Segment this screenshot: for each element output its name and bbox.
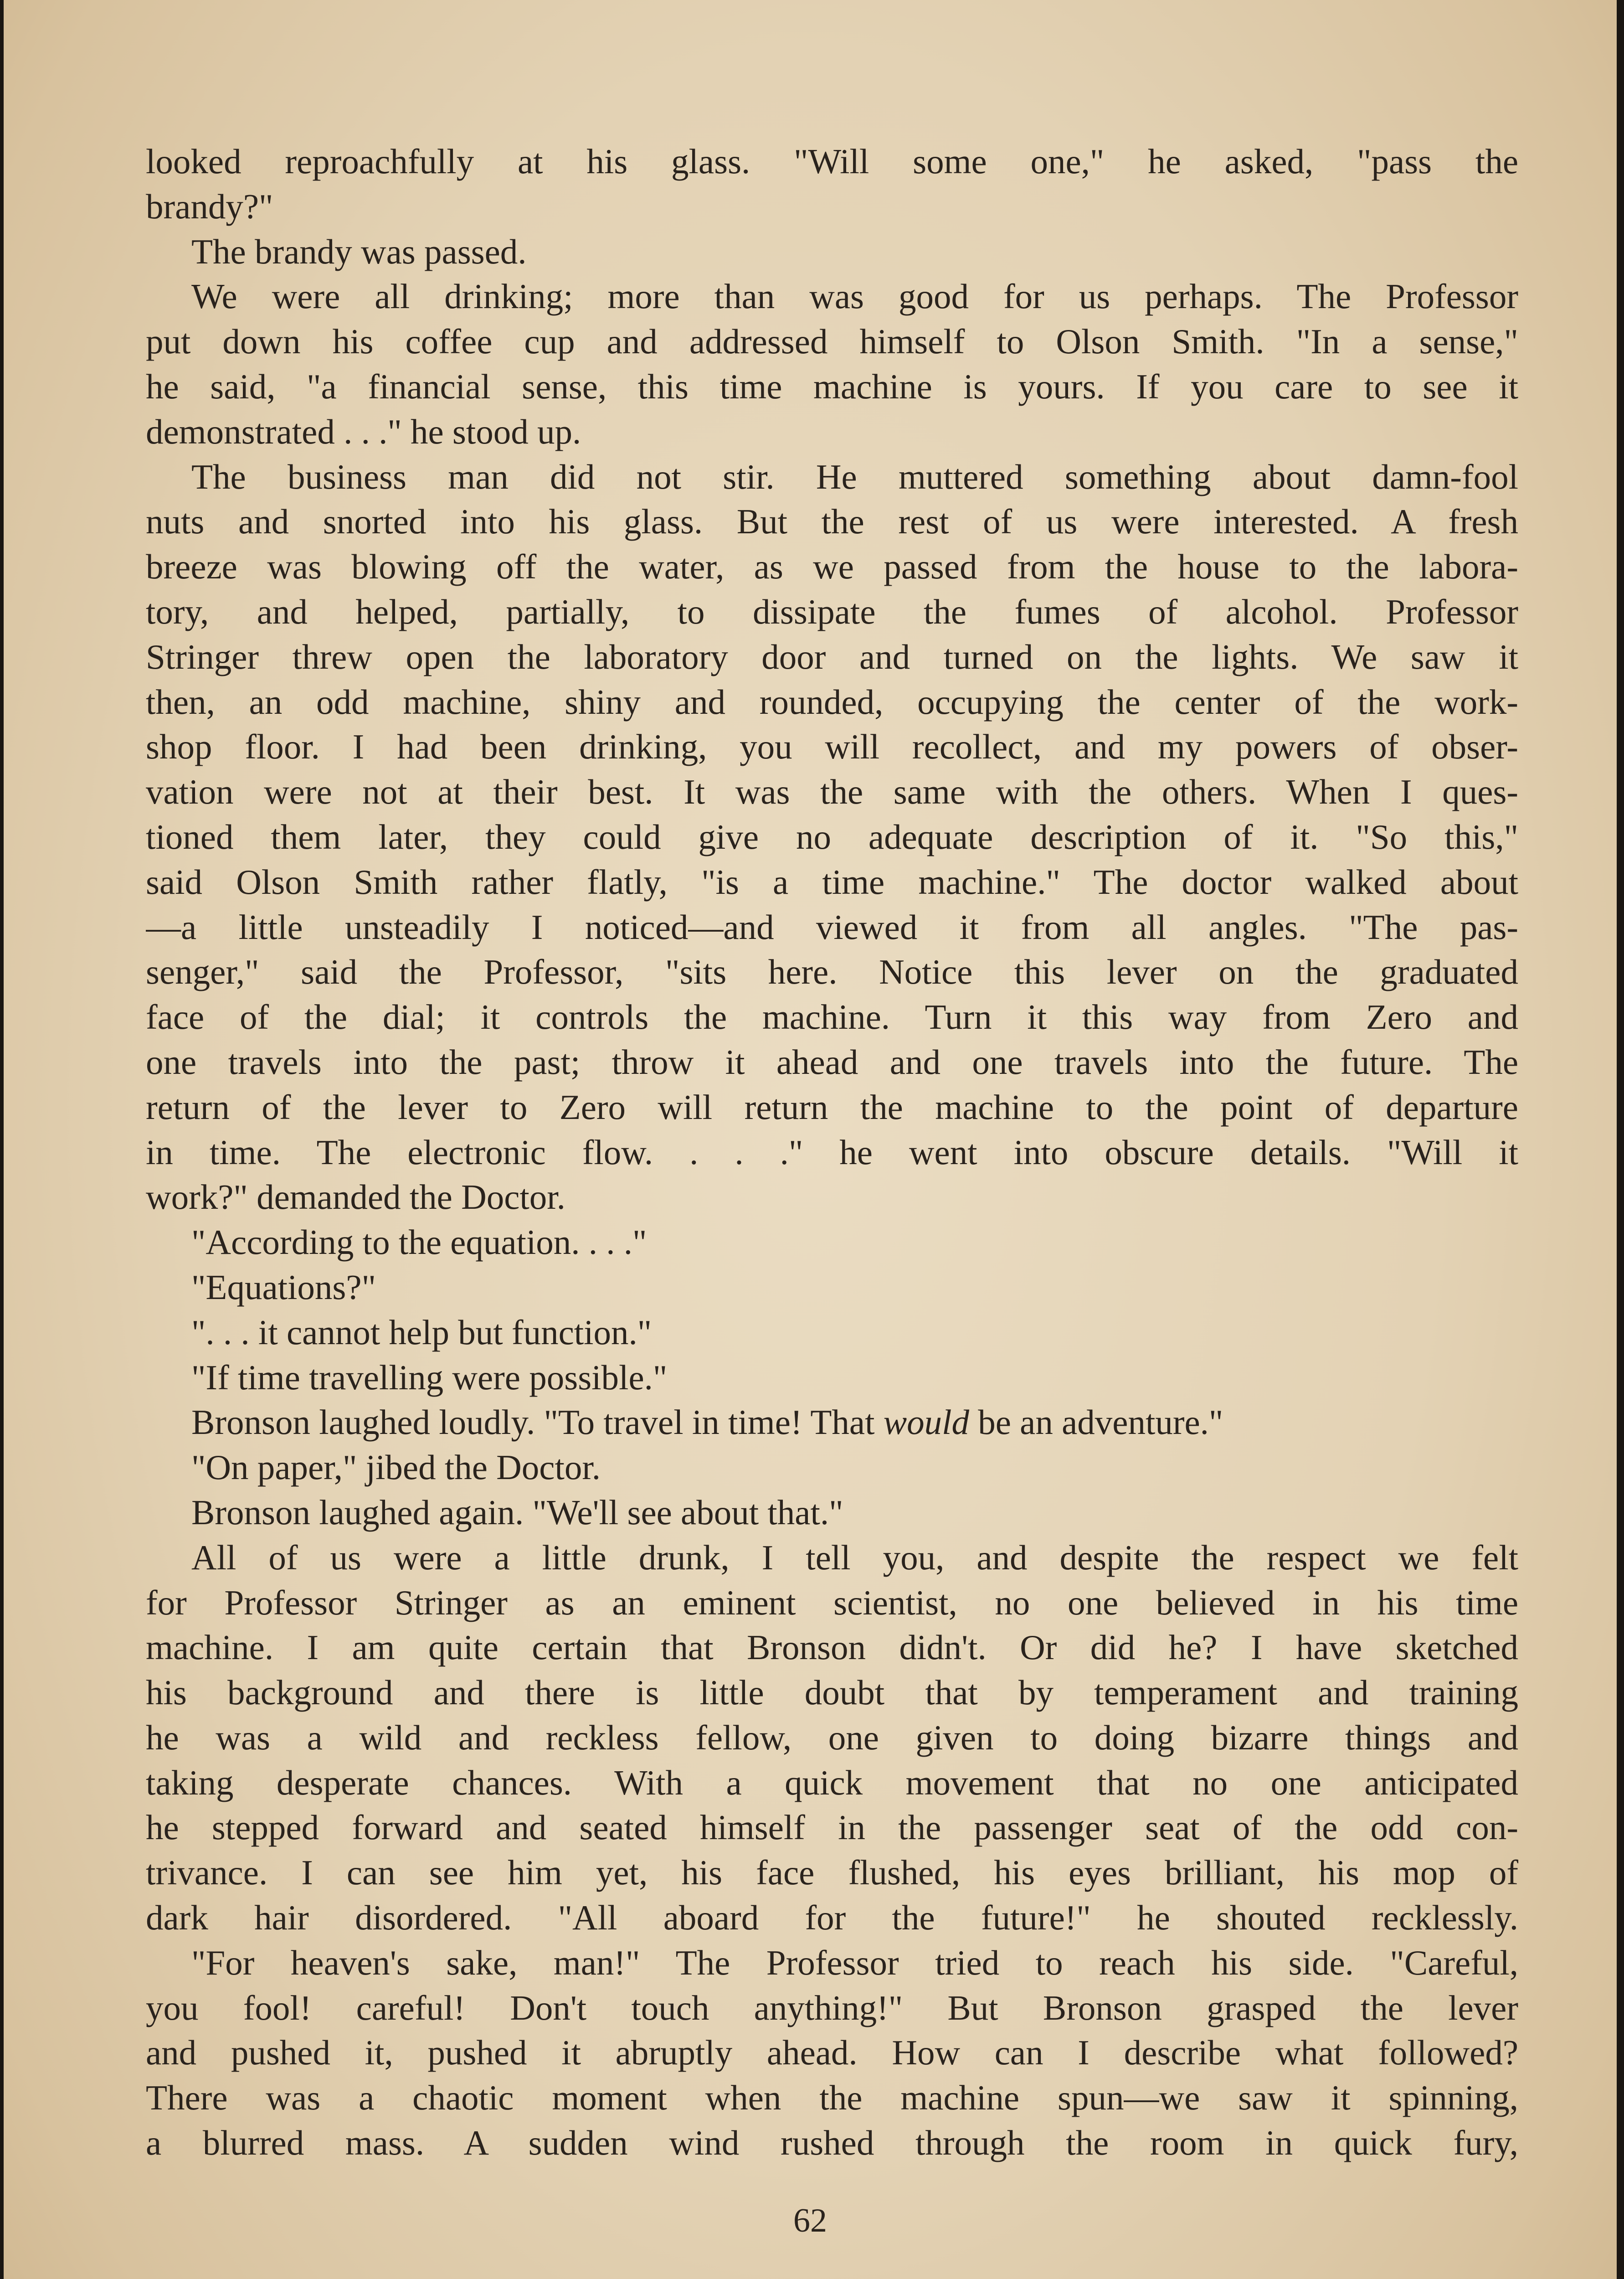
text-line: his background and there is little doubt that by temperament and training <box>146 1673 1518 1712</box>
book-page <box>4 0 1617 2279</box>
text-line: shop floor. I had been drinking, you will recollect, and my powers of obser- <box>146 727 1518 767</box>
text-line: The business man did not stir. He muttered something about damn-fool <box>191 457 1518 496</box>
text-line: We were all drinking; more than was good for us perhaps. The Professor <box>191 277 1518 316</box>
text-line: work?" demanded the Doctor. <box>146 1177 565 1217</box>
text-line: Bronson laughed again. "We'll see about that." <box>191 1492 843 1532</box>
text-line: then, an odd machine, shiny and rounded, occupying the center of the work- <box>146 682 1518 722</box>
text-line: taking desperate chances. With a quick movement that no one anticipated <box>146 1763 1518 1802</box>
text-line: demonstrated . . ." he stood up. <box>146 412 581 451</box>
text-line: ". . . it cannot help but function." <box>191 1312 652 1352</box>
text-line: —a little unsteadily I noticed—and viewed it from all angles. "The pas- <box>146 907 1518 947</box>
text-line: brandy?" <box>146 186 273 226</box>
text-line: one travels into the past; throw it ahead and one travels into the future. The <box>146 1042 1518 1082</box>
text-line: Stringer threw open the laboratory door and turned on the lights. We saw it <box>146 637 1518 676</box>
text-line: tory, and helped, partially, to dissipate the fumes of alcohol. Professor <box>146 592 1518 631</box>
text-line: There was a chaotic moment when the machine spun—we saw it spinning, <box>146 2078 1518 2118</box>
text-line: "On paper," jibed the Doctor. <box>191 1448 601 1487</box>
text-line: vation were not at their best. It was the same with the others. When I ques- <box>146 772 1518 812</box>
text-line: said Olson Smith rather flatly, "is a time machine." The doctor walked about <box>146 862 1518 902</box>
text-line: dark hair disordered. "All aboard for the future!" he shouted recklessly. <box>146 1898 1518 1938</box>
text-line: tioned them later, they could give no adequate description of it. "So this," <box>146 817 1518 856</box>
text-line: "According to the equation. . . ." <box>191 1222 647 1262</box>
body-text <box>146 139 1518 2166</box>
text-line: All of us were a little drunk, I tell you, and despite the respect we felt <box>191 1537 1518 1577</box>
text-line: nuts and snorted into his glass. But the rest of us were interested. A fresh <box>146 502 1518 541</box>
text-line: "If time travelling were possible." <box>191 1357 668 1397</box>
text-line: breeze was blowing off the water, as we passed from the house to the labora- <box>146 547 1518 587</box>
text-line: he stepped forward and seated himself in the passenger seat of the odd con- <box>146 1808 1518 1847</box>
text-line: in time. The electronic flow. . . ." he went into obscure details. "Will it <box>146 1132 1518 1172</box>
text-line: Bronson laughed loudly. "To travel in time! That would be an adventure." <box>191 1402 1223 1442</box>
text-line: put down his coffee cup and addressed himself to Olson Smith. "In a sense," <box>146 322 1518 361</box>
text-line: trivance. I can see him yet, his face flushed, his eyes brilliant, his mop of <box>146 1853 1518 1892</box>
text-line: a blurred mass. A sudden wind rushed through the room in quick fury, <box>146 2123 1518 2163</box>
text-line: The brandy was passed. <box>191 232 527 271</box>
text-line: for Professor Stringer as an eminent scientist, no one believed in his time <box>146 1583 1518 1622</box>
text-line: he was a wild and reckless fellow, one given to doing bizarre things and <box>146 1717 1518 1757</box>
page-number: 62 <box>793 2202 827 2239</box>
text-line: face of the dial; it controls the machine. Turn it this way from Zero and <box>146 997 1518 1037</box>
text-line: "Equations?" <box>191 1267 376 1307</box>
text-line: and pushed it, pushed it abruptly ahead. How can I describe what followed? <box>146 2033 1518 2073</box>
text-line: return of the lever to Zero will return the machine to the point of departure <box>146 1087 1518 1127</box>
text-line: he said, "a financial sense, this time machine is yours. If you care to see it <box>146 366 1518 406</box>
text-line: you fool! careful! Don't touch anything!" But Bronson grasped the lever <box>146 1988 1518 2027</box>
text-line: looked reproachfully at his glass. "Will some one," he asked, "pass the <box>146 142 1518 181</box>
text-line: machine. I am quite certain that Bronson didn't. Or did he? I have sketched <box>146 1628 1518 1667</box>
text-line: senger," said the Professor, "sits here. Notice this lever on the graduated <box>146 952 1518 992</box>
text-line: "For heaven's sake, man!" The Professor tried to reach his side. "Careful, <box>191 1943 1518 1982</box>
